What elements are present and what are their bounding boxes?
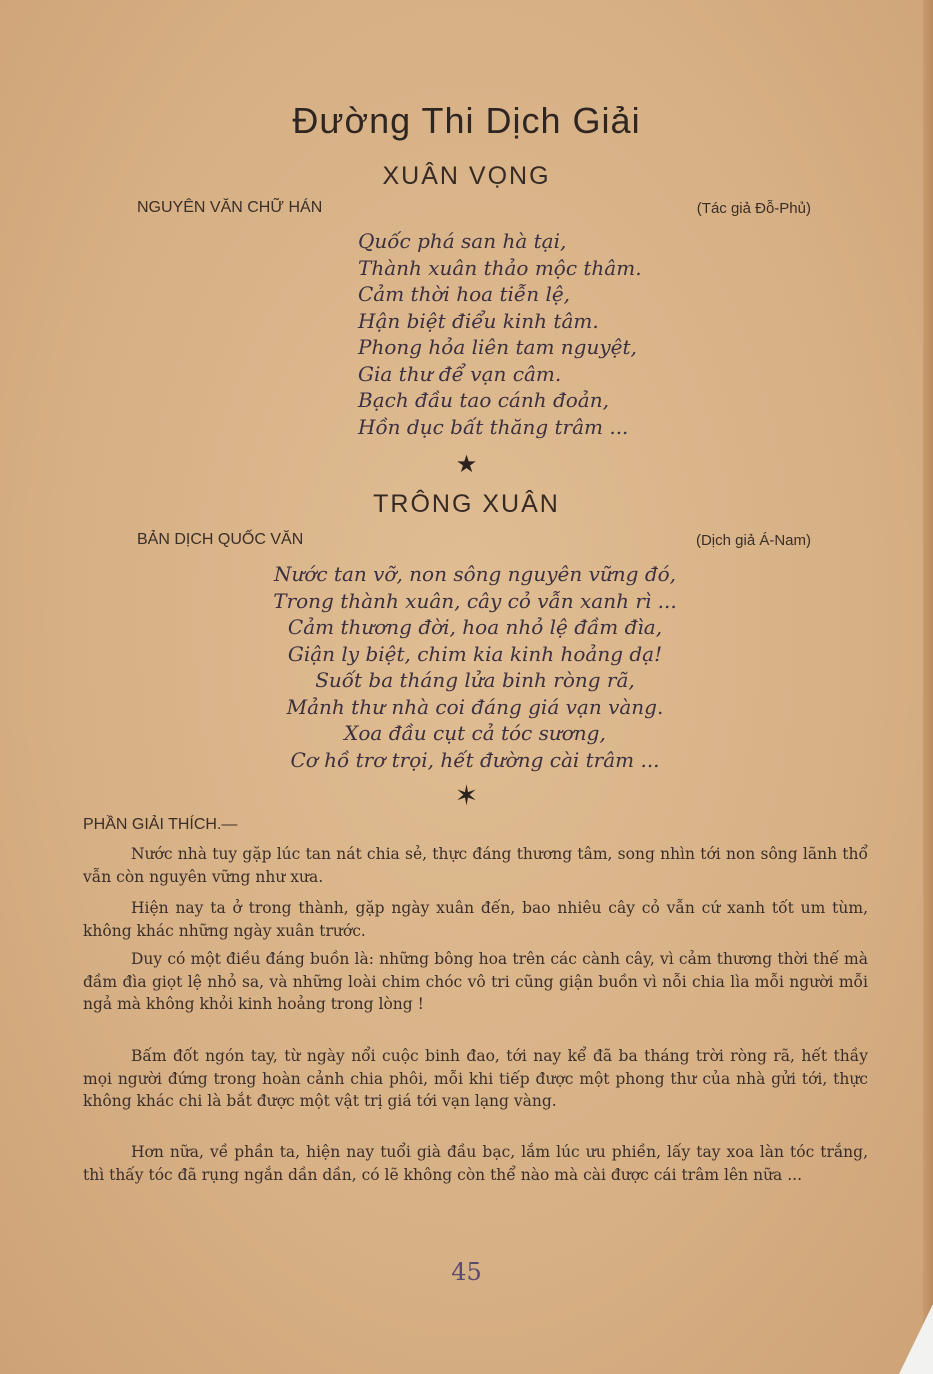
- poem-line: Gia thư để vạn câm.: [358, 361, 562, 386]
- torn-corner: [899, 1304, 933, 1374]
- poem-line: Bạch đầu tao cánh đoản,: [358, 388, 609, 412]
- poem-line: Nước tan vỡ, non sông nguyên vững đó,: [273, 562, 677, 586]
- star-separator-icon: ✶: [454, 779, 479, 812]
- poem2-translator: (Dịch giả Á-Nam): [695, 532, 811, 549]
- poem-line: Giận ly biệt, chim kia kinh hoảng dạ!: [287, 641, 663, 666]
- poem2-body: [240, 561, 710, 773]
- page-edge: [923, 0, 933, 1374]
- poem-line: Mảnh thư nhà coi đáng giá vạn vàng.: [286, 694, 664, 719]
- poem1-author: (Tác giả Đỗ-Phủ): [696, 200, 811, 217]
- poem-line: Cơ hồ trơ trọi, hết đường cài trâm ...: [290, 747, 660, 772]
- explanation-paragraph: Bấm đốt ngón tay, từ ngày nổi cuộc binh đao, tới nay kể đã ba tháng trời ròng rã, hết thầy mọi người đứng trong hoàn cảnh chia phôi, mỗi khi tiếp được một phong thư của nhà gửi tới, thực không khác chi là bắt được một vật trị giá tới vạn lạng vàng.: [83, 1047, 868, 1110]
- explanation-paragraph: Duy có một điều đáng buồn là: những bông hoa trên các cành cây, vì cảm thương thời thế mà đầm đìa giọt lệ nhỏ sa, và những loài chim chóc vô tri cũng giận buồn vì nỗi chia lìa mỗi người mỗi ngả mà không khỏi kinh hoảng trong lòng !: [83, 950, 868, 1013]
- poem-line: Quốc phá san hà tại,: [358, 229, 567, 253]
- poem-line: Trong thành xuân, cây cỏ vẫn xanh rì ...: [273, 588, 677, 613]
- explanation-heading: PHẦN GIẢI THÍCH.—: [83, 816, 238, 833]
- poem1-title: XUÂN VỌNG: [382, 162, 551, 190]
- explanation-paragraph: Nước nhà tuy gặp lúc tan nát chia sẻ, thực đáng thương tâm, song nhìn tới non sông lãnh thổ vẫn còn nguyên vững như xưa.: [83, 845, 868, 886]
- poem-line: Phong hỏa liên tam nguyệt,: [358, 335, 637, 359]
- poem2-title: TRÔNG XUÂN: [373, 490, 560, 518]
- poem-line: Suốt ba tháng lửa binh ròng rã,: [315, 668, 635, 692]
- poem-line: Thành xuân thảo mộc thâm.: [358, 255, 642, 280]
- poem-line: Xoa đầu cụt cả tóc sương,: [344, 721, 606, 745]
- poem1-left-label: NGUYÊN VĂN CHỮ HÁN: [137, 199, 323, 216]
- page-number: 45: [451, 1258, 482, 1286]
- explanation-paragraph: Hơn nữa, về phần ta, hiện nay tuổi già đầu bạc, lắm lúc ưu phiền, lấy tay xoa làn tóc trắng, thì thấy tóc đã rụng ngắn dần dần, có lẽ không còn thể nào mà cài được cái trâm lên nữa ...: [83, 1143, 868, 1184]
- explanation-paragraph: Hiện nay ta ở trong thành, gặp ngày xuân đến, bao nhiêu cây cỏ vẫn cứ xanh tốt um tùm, không khác những ngày xuân trước.: [83, 899, 868, 940]
- poem-line: Hận biệt điểu kinh tâm.: [358, 308, 599, 333]
- star-separator-icon: ★: [455, 450, 478, 478]
- poem-line: Cảm thời hoa tiễn lệ,: [358, 282, 571, 306]
- poem-line: Hồn dục bất thăng trâm ...: [358, 414, 629, 439]
- poem1-body: [358, 228, 642, 440]
- poem2-left-label: BẢN DỊCH QUỐC VĂN: [137, 531, 304, 548]
- poem-line: Cảm thương đời, hoa nhỏ lệ đầm đìa,: [287, 615, 663, 639]
- page-title: Đường Thi Dịch Giải: [292, 100, 641, 141]
